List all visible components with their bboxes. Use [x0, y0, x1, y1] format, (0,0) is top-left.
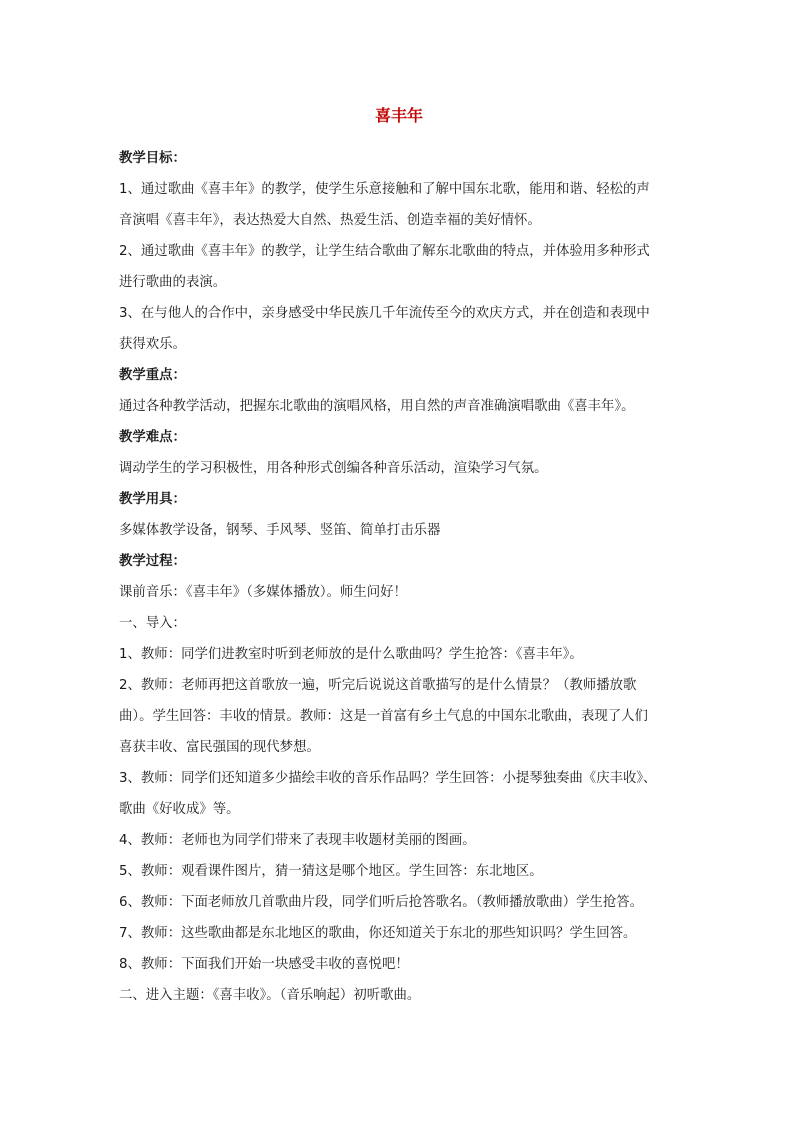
text-line: 2、教师：老师再把这首歌放一遍，听完后说说这首歌描写的是什么情景？（教师播放歌: [119, 678, 637, 693]
text-line: 一、导入：: [119, 616, 186, 631]
section-heading: 教学难点：: [119, 430, 186, 445]
text-line: 课前音乐：《喜丰年》（多媒体播放）。师生问好！: [119, 585, 407, 600]
section-heading: 教学过程：: [119, 554, 186, 569]
text-line: 3、教师：同学们还知道多少描绘丰收的音乐作品吗？学生回答：小提琴独奏曲《庆丰收》、: [119, 771, 657, 786]
document-title: 喜丰年: [374, 106, 423, 125]
text-line: 音演唱《喜丰年》，表达热爱大自然、热爱生活、创造幸福的美好情怀。: [119, 213, 541, 228]
text-line: 2、通过歌曲《喜丰年》的教学，让学生结合歌曲了解东北歌曲的特点，并体验用多种形式: [119, 244, 650, 259]
text-line: 1、教师：同学们进教室时听到老师放的是什么歌曲吗？学生抢答：《喜丰年》。: [119, 647, 583, 662]
text-line: 多媒体教学设备，钢琴、手风琴、竖笛、简单打击乐器: [119, 523, 441, 538]
document-page: [119, 104, 679, 1011]
text-line: 调动学生的学习积极性，用各种形式创编各种音乐活动，渲染学习气氛。: [119, 461, 548, 476]
text-line: 8、教师：下面我们开始一块感受丰收的喜悦吧！: [119, 957, 409, 972]
text-line: 歌曲《好收成》等。: [119, 802, 240, 817]
text-line: 1、通过歌曲《喜丰年》的教学，使学生乐意接触和了解中国东北歌，能用和谐、轻松的声: [119, 182, 650, 197]
text-line: 6、教师：下面老师放几首歌曲片段，同学们听后抢答歌名。（教师播放歌曲）学生抢答。: [119, 895, 644, 910]
text-line: 喜获丰收、富民强国的现代梦想。: [119, 740, 320, 755]
section-heading: 教学目标：: [119, 151, 186, 166]
text-line: 进行歌曲的表演。: [119, 275, 227, 290]
text-line: 通过各种教学活动，把握东北歌曲的演唱风格，用自然的声音准确演唱歌曲《喜丰年》。: [119, 399, 635, 414]
text-line: 3、在与他人的合作中，亲身感受中华民族几千年流传至今的欢庆方式，并在创造和表现中: [119, 306, 650, 321]
text-line: 5、教师：观看课件图片，猜一猜这是哪个地区。学生回答：东北地区。: [119, 864, 543, 879]
text-line: 曲）。学生回答：丰收的情景。教师：这是一首富有乡土气息的中国东北歌曲，表现了人们: [119, 709, 648, 724]
text-line: 二、进入主题：《喜丰收》。（音乐响起）初听歌曲。: [119, 988, 421, 1003]
section-heading: 教学重点：: [119, 368, 186, 383]
text-line: 4、教师：老师也为同学们带来了表现丰收题材美丽的图画。: [119, 833, 476, 848]
section-heading: 教学用具：: [119, 492, 186, 507]
text-line: 7、教师：这些歌曲都是东北地区的歌曲，你还知道关于东北的那些知识吗？学生回答。: [119, 926, 637, 941]
document-body: [119, 143, 679, 1011]
text-line: 获得欢乐。: [119, 337, 186, 352]
